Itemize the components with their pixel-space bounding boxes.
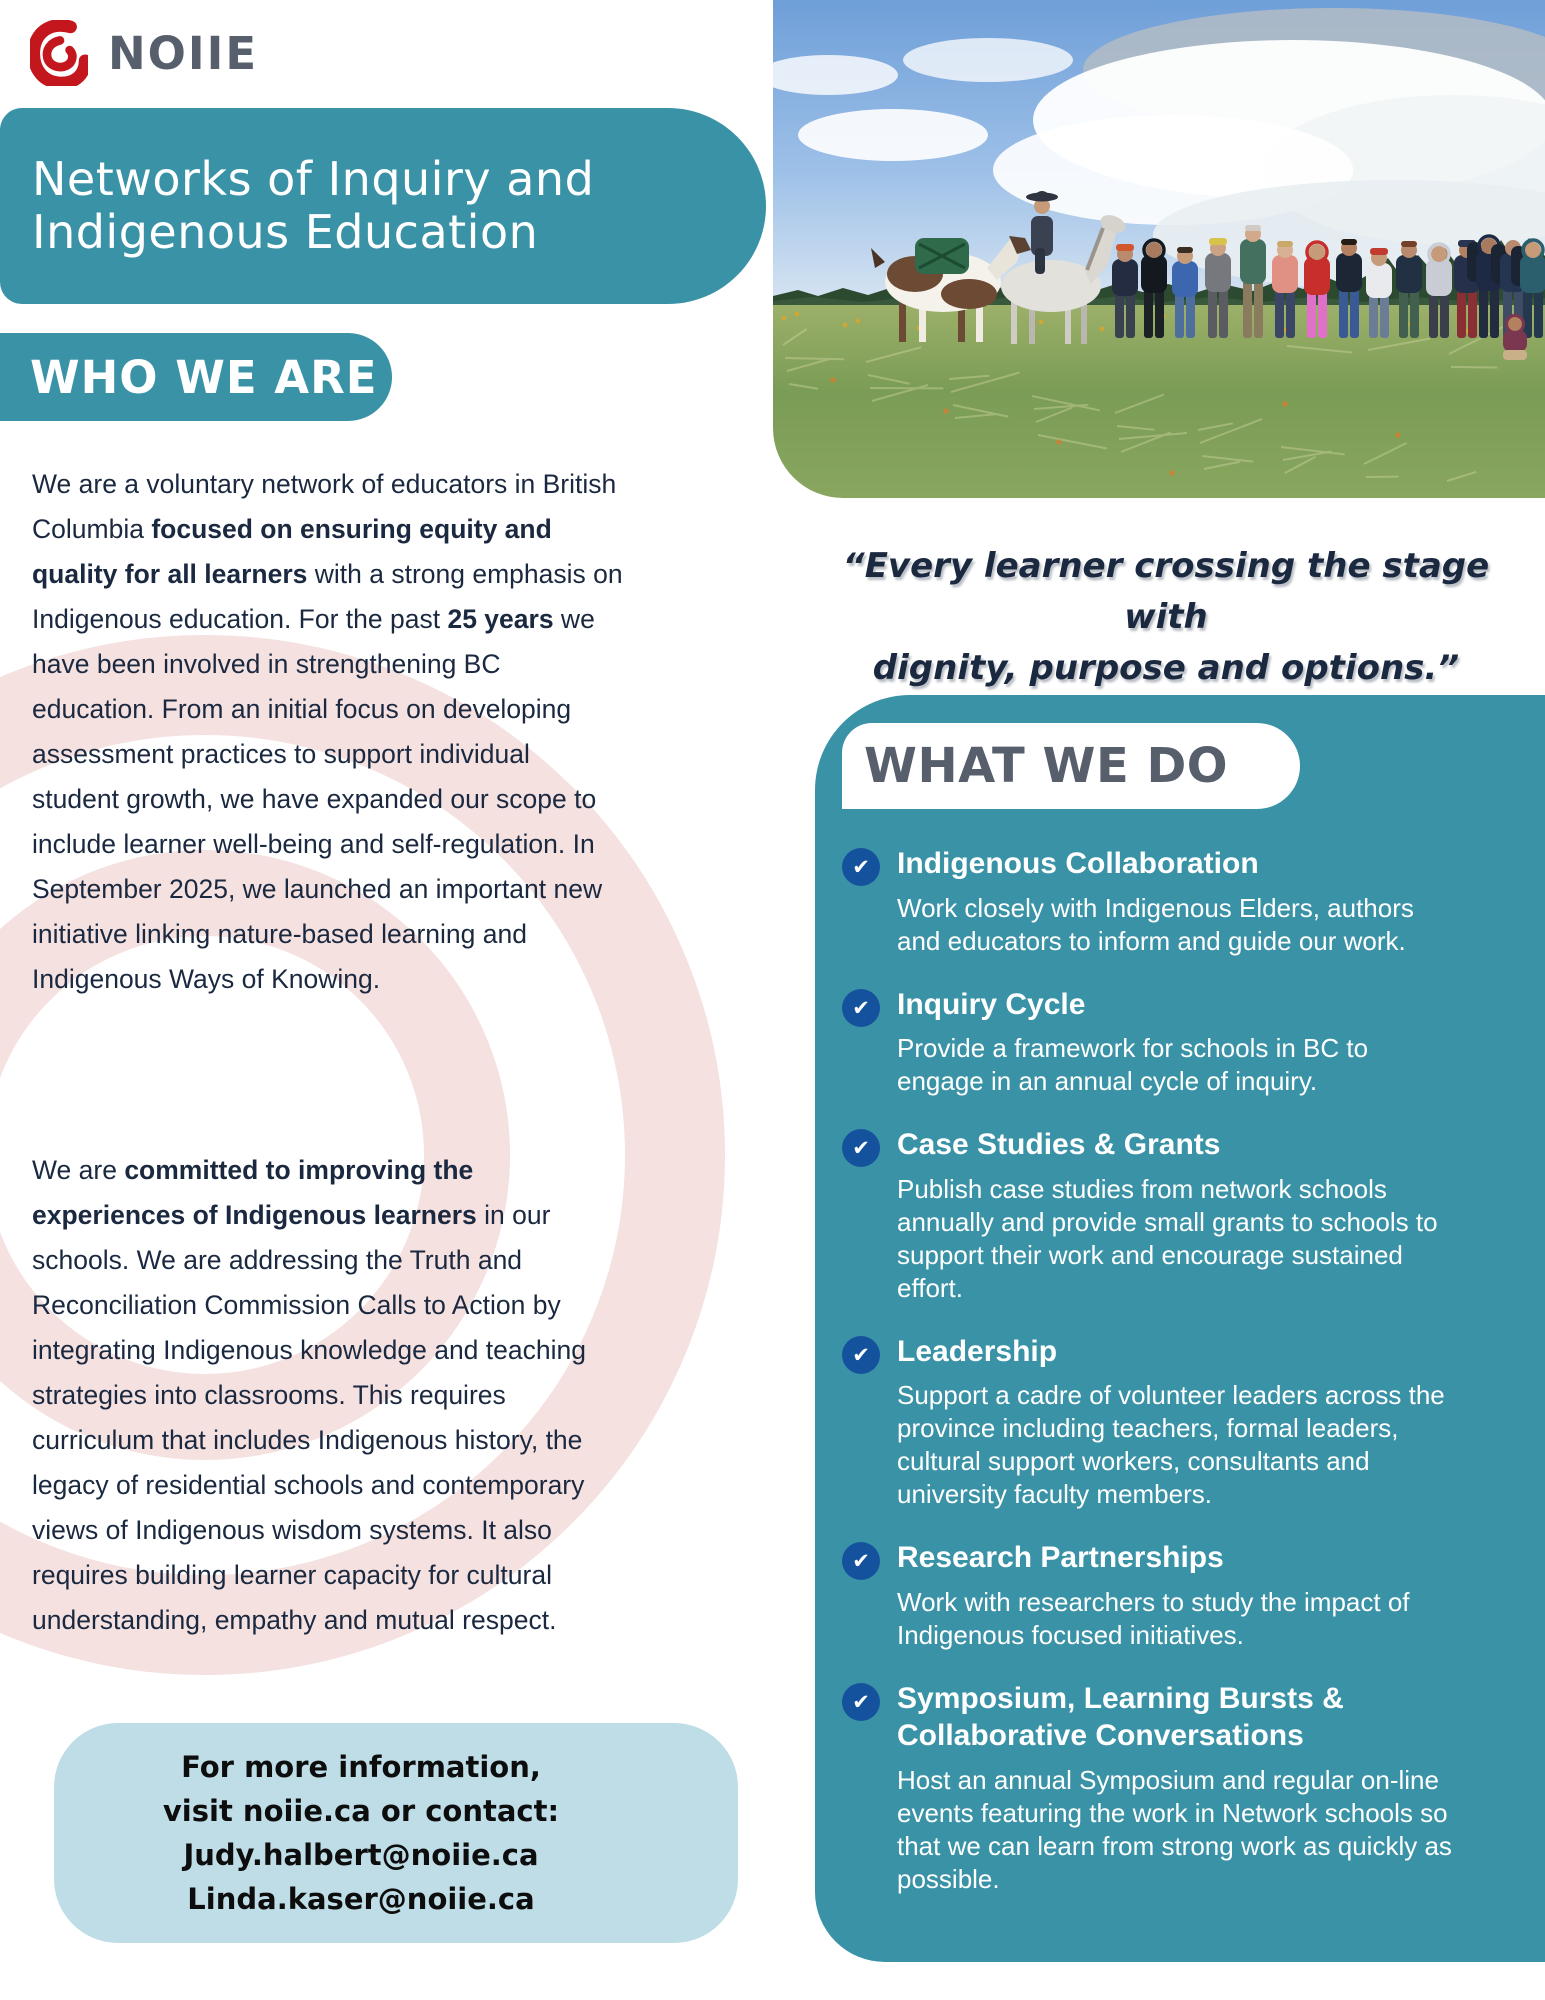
- checkmark-icon: ✔: [842, 1542, 880, 1580]
- item-description: Host an annual Symposium and regular on-line events featuring the work in Network schools so that we can learn from strong work as quickly as possible.: [897, 1764, 1452, 1894]
- what-we-do-item: [842, 1680, 1517, 1896]
- checkmark-icon: ✔: [842, 1336, 880, 1374]
- what-we-do-list: [842, 845, 1517, 1896]
- item-description: Work with researchers to study the impact of Indigenous focused initiatives.: [897, 1586, 1410, 1650]
- what-we-do-item: [842, 1333, 1517, 1512]
- who-we-are-heading: WHO WE ARE: [0, 333, 392, 421]
- item-title: Inquiry Cycle: [897, 987, 1086, 1021]
- item-title: Leadership: [897, 1334, 1058, 1368]
- item-title: Indigenous Collaboration: [897, 847, 1259, 880]
- what-we-do-heading: WHAT WE DO: [842, 723, 1300, 809]
- item-description: Publish case studies from network schools annually and provide small grants to schools to support their work and encourage sustained effort.: [897, 1173, 1438, 1303]
- noiie-logo-icon: [30, 20, 88, 86]
- item-description: Work closely with Indigenous Elders, authors and educators to inform and guide our work.: [897, 892, 1414, 956]
- contact-line-2: visit noiie.ca or contact:: [162, 1794, 560, 1828]
- what-we-do-item: [842, 986, 1517, 1099]
- contact-email-2: Linda.kaser@noiie.ca: [187, 1882, 535, 1916]
- checkmark-icon: ✔: [842, 989, 880, 1027]
- item-title: Symposium, Learning Bursts & Collaborative Conversations: [897, 1681, 1344, 1753]
- checkmark-icon: ✔: [842, 1683, 880, 1721]
- brand-header: [30, 20, 258, 86]
- item-title: Case Studies & Grants: [897, 1128, 1221, 1162]
- item-description: Support a cadre of volunteer leaders across the province including teachers, formal leaders, cultural support workers, consultants and university faculty members.: [897, 1380, 1445, 1510]
- what-we-do-panel: [815, 695, 1545, 1962]
- website-text: noiie.ca: [242, 1794, 371, 1828]
- what-we-do-item: [842, 845, 1517, 958]
- group-photo: [773, 0, 1545, 498]
- quote: [800, 541, 1532, 694]
- quote-line-2: dignity, purpose and options.”: [872, 648, 1460, 688]
- what-we-do-item: [842, 1539, 1517, 1652]
- item-description: Provide a framework for schools in BC to engage in an annual cycle of inquiry.: [897, 1033, 1369, 1097]
- contact-box: [54, 1723, 738, 1943]
- item-title: Research Partnerships: [897, 1541, 1224, 1575]
- checkmark-icon: ✔: [842, 1129, 880, 1167]
- checkmark-icon: ✔: [842, 848, 880, 886]
- title-banner: [0, 108, 766, 304]
- contact-line-1: For more information,: [181, 1750, 541, 1784]
- title-line-2: Indigenous Education: [32, 205, 539, 259]
- who-we-are-paragraph-2: We are committed to improving the experiences of Indigenous learners in our schools. We are addressing the Truth and Reconciliation Commission Calls to Action by integrating Indigenous knowledge and teaching strategies into classrooms. This requires curriculum that includes Indigenous history, the legacy of residential schools and contemporary views of Indigenous wisdom systems. It also requires building learner capacity for cultural understanding, empathy and mutual respect.: [32, 1155, 586, 1635]
- what-we-do-item: [842, 1126, 1517, 1305]
- brand-name: NOIIE: [108, 26, 259, 80]
- quote-line-1: “Every learner crossing the stage with: [842, 546, 1490, 637]
- title-line-1: Networks of Inquiry and: [32, 151, 595, 206]
- contact-email-1: Judy.halbert@noiie.ca: [183, 1838, 539, 1872]
- who-we-are-paragraph-1: We are a voluntary network of educators in British Columbia focused on ensuring equity and quality for all learners with a strong emphasis on Indigenous education. For the past 25 years we have been involved in strengthening BC education. From an initial focus on developing assessment practices to support individual student growth, we have expanded our scope to include learner well-being and self-regulation. In September 2025, we launched an important new initiative linking nature-based learning and Indigenous Ways of Knowing.: [32, 469, 623, 994]
